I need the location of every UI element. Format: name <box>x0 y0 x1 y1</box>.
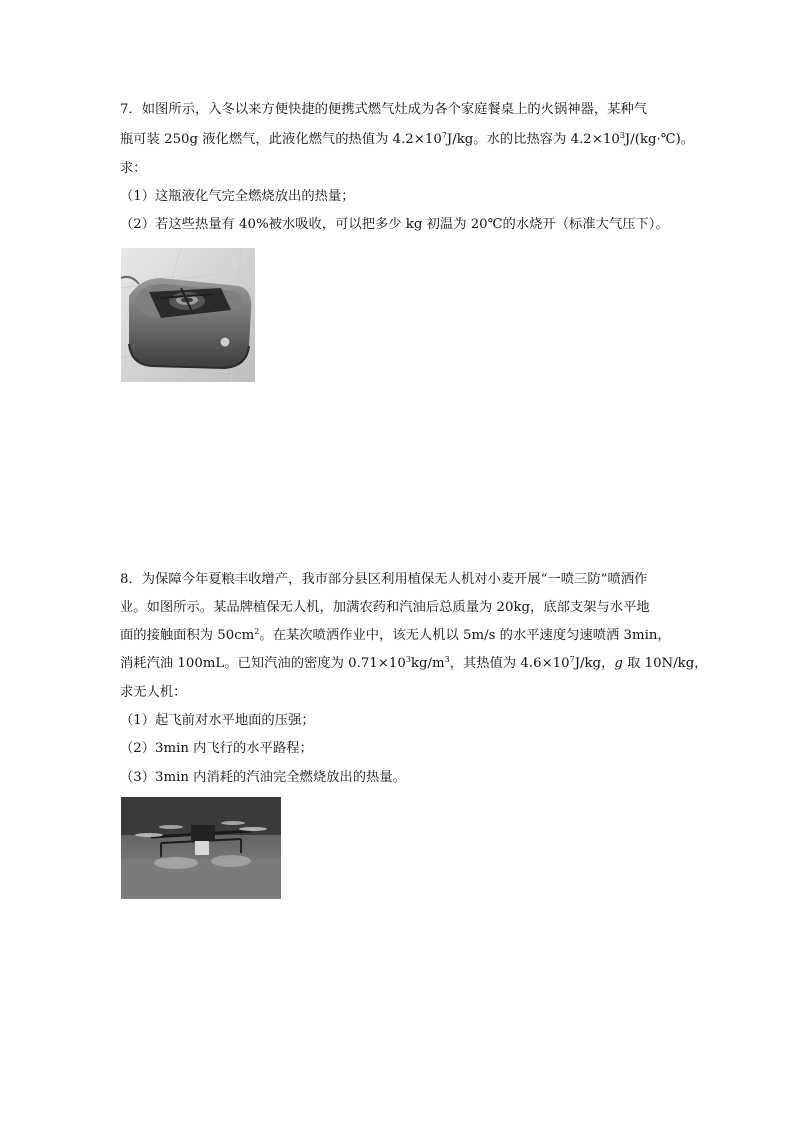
q7-line3: 求： <box>120 161 147 176</box>
q8-line3 <box>120 627 671 645</box>
q8-text: 面的接触面积为 50cm <box>120 628 255 643</box>
q8-sub3: （3）3min 内消耗的汽油完全燃烧放出的热量。 <box>120 770 406 785</box>
q8-exponent: 7 <box>569 655 575 664</box>
q8-text: ，其热值为 4.6×10 <box>449 656 570 671</box>
q7-line2 <box>120 131 694 149</box>
q8-line1: 8．为保障今年夏粮丰收增产，我市部分县区利用植保无人机对小麦开展“一喷三防”喷洒作 <box>120 572 648 587</box>
q7-text: 瓶可装 250g 液化燃气，此液化燃气的热值为 4.2×10 <box>120 132 442 147</box>
q8-line4 <box>120 655 708 673</box>
q7-text: J/kg。水的比热容为 4.2×10 <box>446 132 620 147</box>
q8-line5: 求无人机： <box>120 685 187 700</box>
q8-exponent: 2 <box>254 627 260 636</box>
q8-sub2: （2）3min 内飞行的水平路程； <box>120 741 313 756</box>
q8-sub1: （1）起飞前对水平地面的压强； <box>120 713 315 728</box>
q7-text: J/(kg·℃)。 <box>624 132 695 147</box>
q8-exponent: 3 <box>444 655 450 664</box>
q7-sub2: （2）若这些热量有 40%被水吸收，可以把多少 kg 初温为 20℃的水烧开（标准大气压下）。 <box>120 217 669 232</box>
q8-text: J/kg， <box>574 656 615 671</box>
q7-line1: 7．如图所示，入冬以来方便快捷的便携式燃气灶成为各个家庭餐桌上的火锅神器，某种气 <box>120 102 648 117</box>
q8-line2: 业。如图所示。某品牌植保无人机，加满农药和汽油后总质量为 20kg，底部支架与水平地 <box>120 600 650 615</box>
gas-stove-photo <box>121 248 255 382</box>
q8-text: 。在某次喷洒作业中，该无人机以 5m/s 的水平速度匀速喷洒 3min， <box>259 628 671 643</box>
drone-photo <box>121 797 281 899</box>
q8-text: 取 10N/kg， <box>622 656 708 671</box>
q8-text: kg/m <box>410 656 445 671</box>
q8-text: 消耗汽油 100mL。已知汽油的密度为 0.71×10 <box>120 656 406 671</box>
q7-exponent: 7 <box>441 131 447 140</box>
q8-variable-g: g <box>614 656 623 671</box>
q8-exponent: 3 <box>405 655 411 664</box>
q7-sub1: （1）这瓶液化气完全燃烧放出的热量； <box>120 189 355 204</box>
q7-exponent: 3 <box>619 131 625 140</box>
